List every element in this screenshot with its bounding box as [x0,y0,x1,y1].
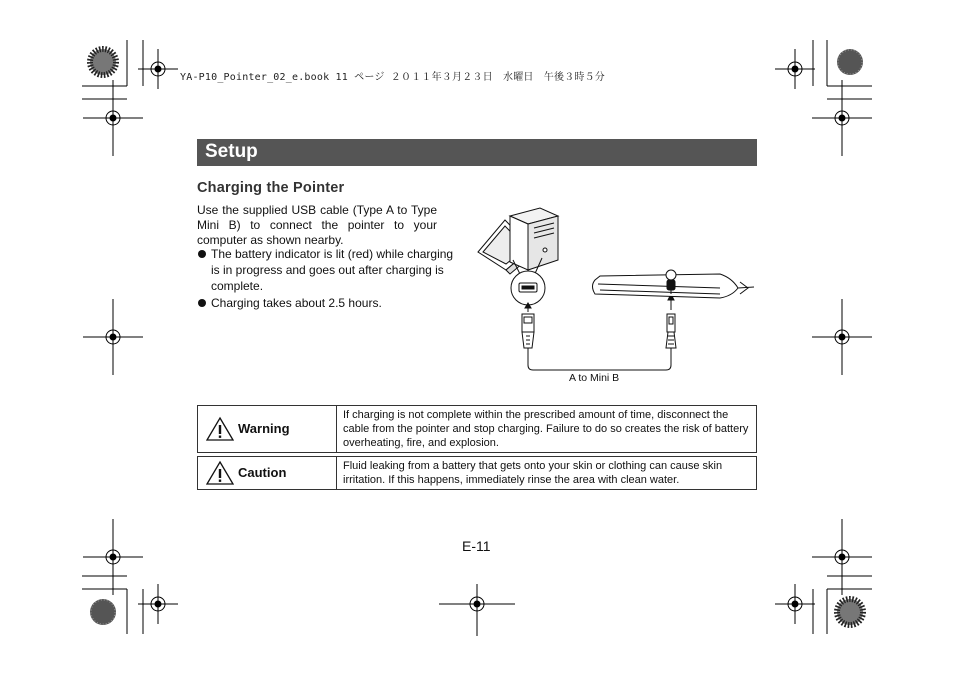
section-title: Setup [205,141,258,162]
list-item: Charging takes about 2.5 hours. [197,295,457,311]
list-item: The battery indicator is lit (red) while charging is in progress and goes out after charging is complete. [197,246,457,294]
caution-box [197,456,757,490]
charging-illustration [470,200,760,375]
warning-text: If charging is not complete within the prescribed amount of time, disconnect the cable from the pointer and stop charging. Failure to do so creates the risk of battery overheating, fire, and explosion. [337,406,757,453]
print-header: YA-P10_Pointer_02_e.book 11 ページ ２０１１年３月２３日 水曜日 午後３時５分 [180,72,605,83]
bullet-icon [198,250,206,258]
warning-label-cell [198,406,337,453]
intro-paragraph: Use the supplied USB cable (Type A to Type Mini B) to connect the pointer to your computer as shown nearby. [197,203,437,247]
warning-triangle-icon [206,416,234,442]
warning-label: Warning [238,421,290,436]
subheading: Charging the Pointer [197,180,345,196]
warning-box [197,405,757,453]
caution-triangle-icon [206,460,234,486]
caution-label: Caution [238,465,287,480]
section-header-bar [197,139,757,166]
page-number: E-11 [462,538,491,554]
caution-text: Fluid leaking from a battery that gets onto your skin or clothing can cause skin irritation. If this happens, immediately rinse the area with clean water. [337,457,757,490]
bullet-list [197,246,457,311]
caution-label-cell [198,457,337,490]
cable-label: A to Mini B [569,372,620,384]
bullet-icon [198,299,206,307]
